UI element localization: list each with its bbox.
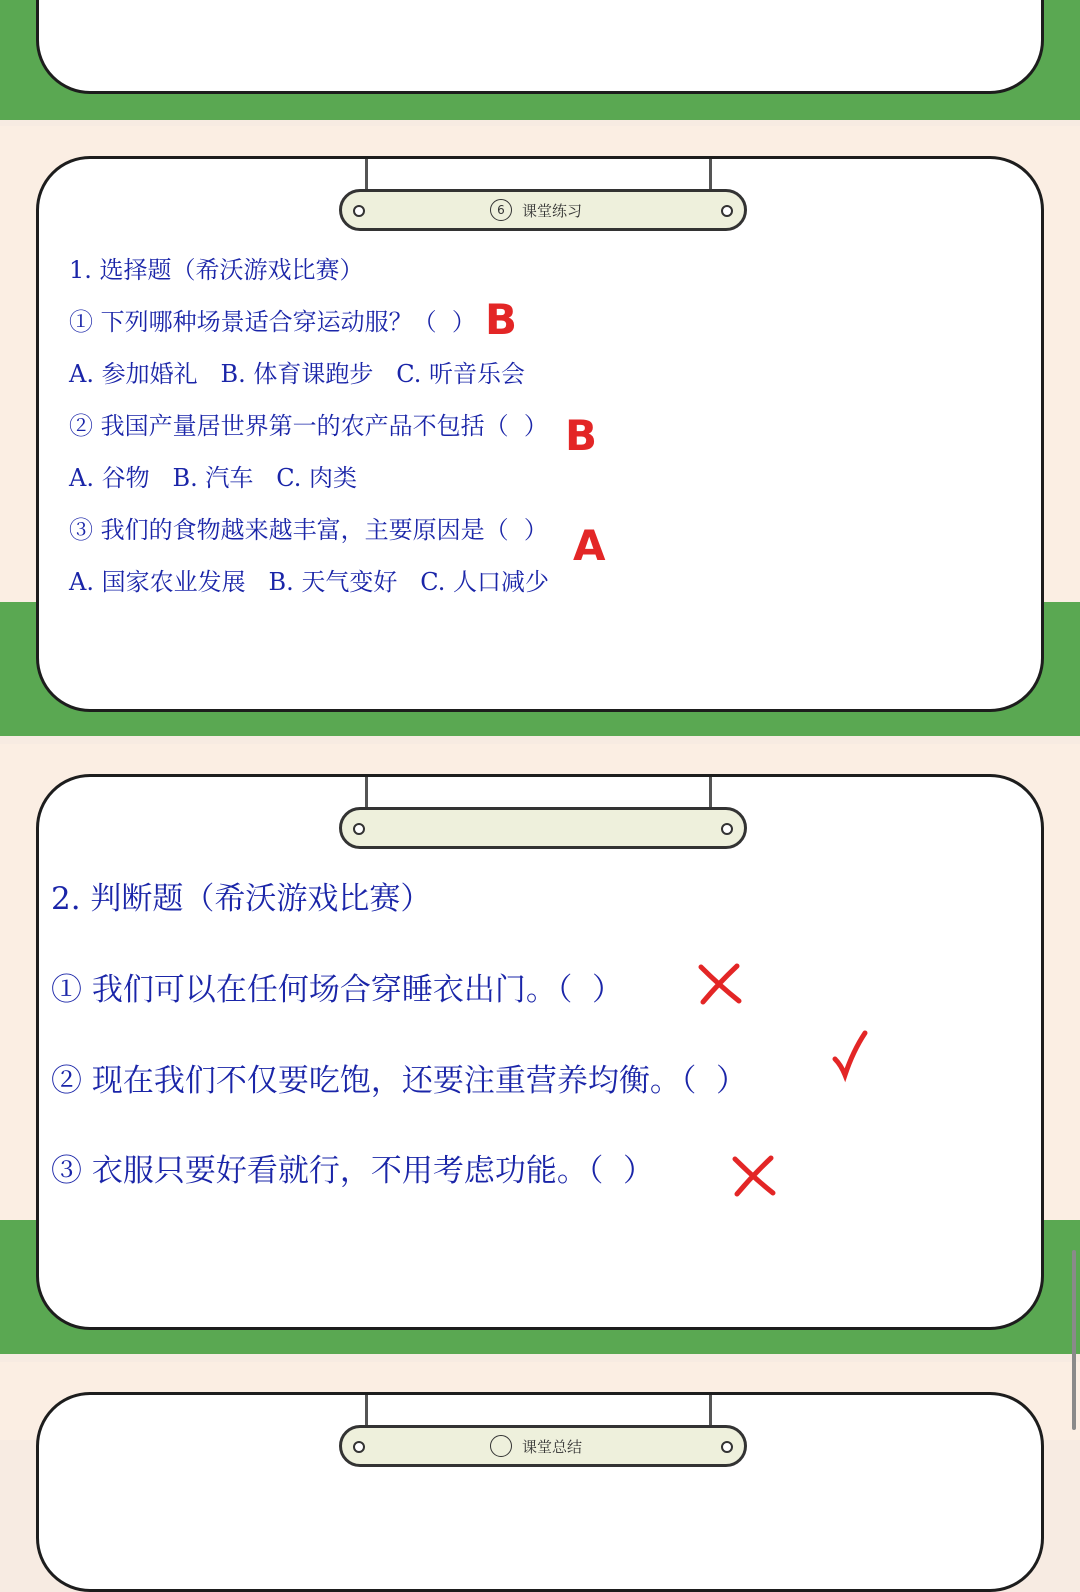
tag-title <box>490 1435 582 1457</box>
tag-hole-left <box>353 1441 365 1453</box>
judgment-3: ③ 衣服只要好看就行，不用考虑功能。（ ） <box>51 1153 655 1189</box>
check-mark-icon <box>831 1029 871 1083</box>
cross-mark-icon <box>731 1155 777 1197</box>
question-heading: 1. 选择题（希沃游戏比赛） <box>69 256 364 284</box>
cross-mark-icon <box>697 963 743 1005</box>
tag-hole-left <box>353 823 365 835</box>
slide-choice-questions <box>0 126 1080 736</box>
tag-label: 课堂总结 <box>522 1437 583 1456</box>
hanger-left <box>365 777 368 809</box>
slide-card <box>36 0 1044 94</box>
answer-3: A <box>573 521 606 570</box>
slide-summary <box>0 1362 1080 1456</box>
scrollbar[interactable] <box>1072 1250 1076 1430</box>
question-3-options: A. 国家农业发展 B. 天气变好 C. 人口减少 <box>69 568 550 596</box>
question-3: ③ 我们的食物越来越丰富，主要原因是（ ） <box>69 516 548 544</box>
answer-2: B <box>565 411 598 460</box>
hanger-left <box>365 159 368 191</box>
judgment-2: ② 现在我们不仅要吃饱，还要注重营养均衡。（ ） <box>51 1063 748 1099</box>
question-heading: 2. 判断题（希沃游戏比赛） <box>51 881 432 917</box>
question-2: ② 我国产量居世界第一的农产品不包括（ ） <box>69 412 548 440</box>
hanger-left <box>365 1395 368 1427</box>
answer-1: B <box>485 295 518 344</box>
tag-label: 课堂练习 <box>522 201 583 220</box>
slide-card <box>36 156 1044 712</box>
tag-hole-right <box>721 205 733 217</box>
slide-previous <box>0 0 1080 120</box>
tag-number <box>490 1435 512 1457</box>
tag-number: 6 <box>490 199 512 221</box>
question-1-options: A. 参加婚礼 B. 体育课跑步 C. 听音乐会 <box>69 360 526 388</box>
hanger-right <box>709 1395 712 1427</box>
question-2-options: A. 谷物 B. 汽车 C. 肉类 <box>69 464 358 492</box>
judgment-1: ① 我们可以在任何场合穿睡衣出门。（ ） <box>51 972 624 1008</box>
tag-hole-right <box>721 1441 733 1453</box>
slide-judgment-questions <box>0 744 1080 1354</box>
question-1: ① 下列哪种场景适合穿运动服？（ ） <box>69 308 476 336</box>
slide-card <box>36 1392 1044 1592</box>
slide-tag <box>339 189 747 231</box>
tag-hole-left <box>353 205 365 217</box>
hanger-right <box>709 777 712 809</box>
tag-hole-right <box>721 823 733 835</box>
slide-tag <box>339 1425 747 1467</box>
slide-card <box>36 774 1044 1330</box>
hanger-right <box>709 159 712 191</box>
slide-tag <box>339 807 747 849</box>
tag-title <box>490 199 582 221</box>
